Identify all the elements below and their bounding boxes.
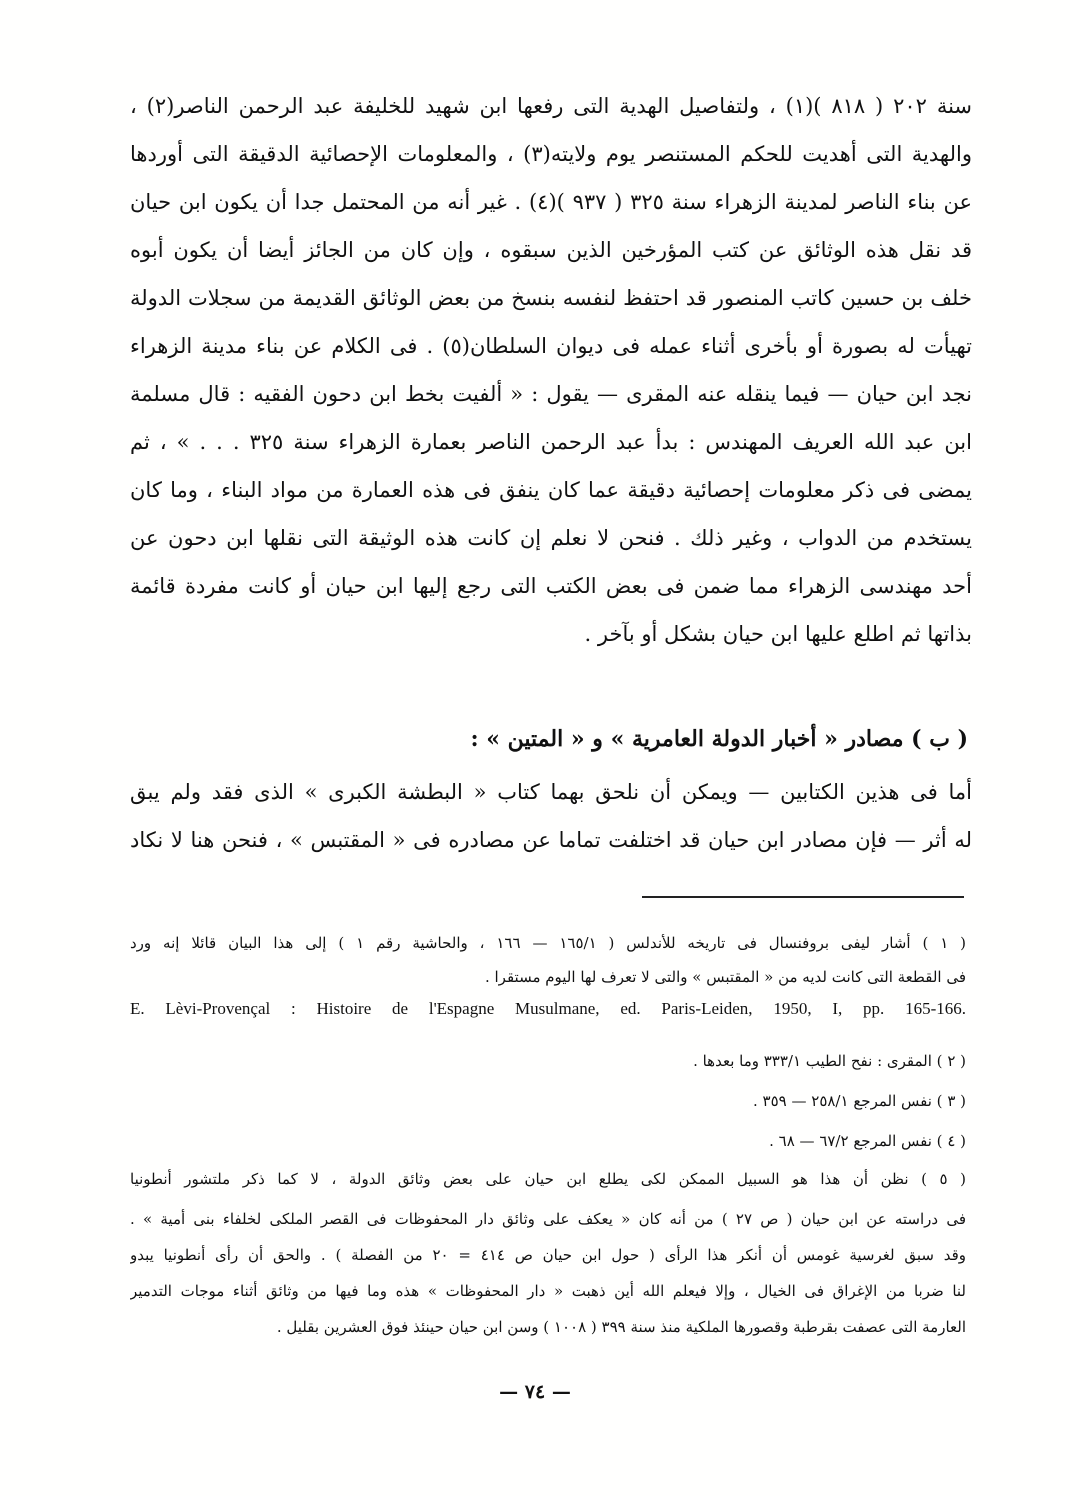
footnote-5-cont: العارمة التى عصفت بقرطبة وقصورها الملكية منذ سنة ٣٩٩ ( ١٠٠٨ ) وسن ابن حيان حينئذ فوق العشرين بقليل . — [276, 1318, 966, 1336]
footnote-5-cont: فى دراسته عن ابن حيان ( ص ٢٧ ) من أنه كان « يعكف على وثائق دار المحفوظات فى القصر الملكى لخلفاء بنى أمية » . — [130, 1210, 966, 1228]
footnote-4: ( ٤ ) نفس المرجع ٦٧/٢ — ٦٨ . — [769, 1132, 966, 1150]
text-line: تهيأت له بصورة أو بأخرى أثناء عمله فى ديوان السلطان(٥) . فى الكلام عن بناء مدينة الزهراء — [130, 334, 972, 358]
footnote-2: ( ٢ ) المقرى : نفح الطيب ٣٣٣/١ وما بعدها . — [693, 1052, 966, 1070]
footnote-1-cont: فى القطعة التى كانت لديه من « المقتبس » والتى لا تعرف لها اليوم مستقرا . — [484, 968, 966, 986]
text-line: عن بناء الناصر لمدينة الزهراء سنة ٣٢٥ ( ٩٣٧ )(٤) . غير أنه من المحتمل جدا أن يكون ابن حيان — [130, 190, 972, 214]
text-line: ابن عبد الله العريف المهندس : بدأ عبد الرحمن الناصر بعمارة الزهراء سنة ٣٢٥ . . . » ، ثم — [130, 430, 972, 454]
footnote-3: ( ٣ ) نفس المرجع ٢٥٨/١ — ٣٥٩ . — [753, 1092, 966, 1110]
text-line: أحد مهندسى الزهراء مما ضمن فى بعض الكتب التى رجع إليها ابن حيان أو كانت مفردة قائمة — [130, 574, 972, 598]
footnote-1: ( ١ ) أشار ليفى بروفنسال فى تاريخه للأندلس ( ١٦٥/١ — ١٦٦ ، والحاشية رقم ١ ) إلى هذا البيان قائلا إنه ورد — [130, 934, 966, 952]
section-heading: ( ب ) مصادر « أخبار الدولة العامرية » و « المتين » : — [470, 726, 968, 752]
text-line: بذاتها ثم اطلع عليها ابن حيان بشكل أو بآخر . — [584, 622, 972, 646]
text-line: سنة ٢٠٢ ( ٨١٨ )(١) ، ولتفاصيل الهدية التى رفعها ابن شهيد للخليفة عبد الرحمن الناصر(٢) ، — [130, 94, 972, 118]
footnote-5: ( ٥ ) نظن أن هذا هو السبيل الممكن لكى يطلع ابن حيان على بعض وثائق الدولة ، لا كما ذكر ملتشور أنطونيا — [130, 1170, 966, 1188]
text-line: يستخدم من الدواب ، وغير ذلك . فنحن لا نعلم إن كانت هذه الوثيقة التى نقلها ابن دحون عن — [130, 526, 972, 550]
text-line: قد نقل هذه الوثائق عن كتب المؤرخين الذين سبقوه ، وإن كان من الجائز أيضا أن يكون أبوه — [130, 238, 972, 262]
text-line: يمضى فى ذكر معلومات إحصائية دقيقة عما كان ينفق فى هذه العمارة من مواد البناء ، وما كان — [130, 478, 972, 502]
footnote-5-cont: وقد سبق لغرسية غومس أن أنكر هذا الرأى ( حول ابن حيان ص ٤١٤ = ٢٠ من الفصلة ) . والحق أن رأى أنطونيا يبدو — [130, 1246, 966, 1264]
text-line: نجد ابن حيان — فيما ينقله عنه المقرى — يقول : « ألفيت بخط ابن دحون الفقيه : قال مسلمة — [130, 382, 972, 406]
page-number: — ٧٤ — — [499, 1381, 571, 1403]
text-line: أما فى هذين الكتابين — ويمكن أن نلحق بهما كتاب « البطشة الكبرى » الذى فقد ولم يبق — [130, 780, 972, 804]
text-line: له أثر — فإن مصادر ابن حيان قد اختلفت تماما عن مصادره فى « المقتبس » ، فنحن هنا لا نكاد — [130, 828, 972, 852]
footnote-1-latin: E. Lèvi-Provençal : Histoire de l'Espagne Musulmane, ed. Paris-Leiden, 1950, I, pp. 165-166. — [130, 999, 966, 1018]
text-line: والهدية التى أهديت للحكم المستنصر يوم ولايته(٣) ، والمعلومات الإحصائية الدقيقة التى أوردها — [130, 142, 972, 166]
text-line: خلف بن حسين كاتب المنصور قد احتفظ لنفسه بنسخ من بعض الوثائق القديمة من سجلات الدولة — [130, 286, 972, 310]
footnote-separator — [642, 896, 964, 898]
footnote-5-cont: لنا ضربا من الإغراق فى الخيال ، وإلا فيعلم الله أين ذهبت « دار المحفوظات » هذه وما فيها من وثائق أثناء موجات التدمير — [130, 1282, 966, 1300]
